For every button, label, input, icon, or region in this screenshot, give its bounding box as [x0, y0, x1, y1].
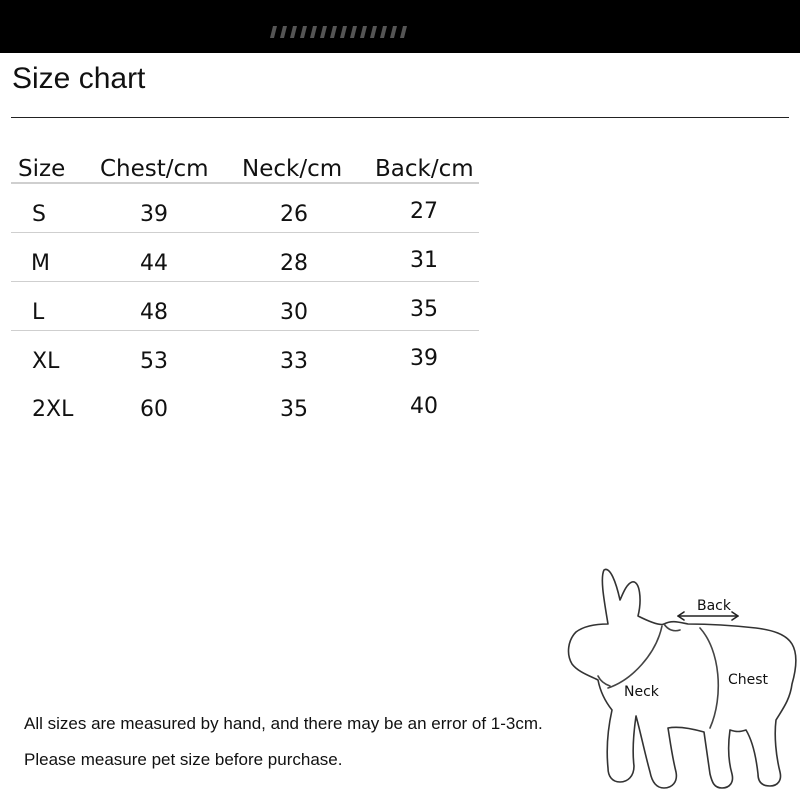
- table-row: [11, 233, 479, 282]
- table-row: [11, 331, 479, 379]
- header-neck: Neck/cm: [242, 156, 343, 182]
- table-row: [11, 184, 479, 233]
- cell-back: 27: [410, 199, 438, 224]
- chest-label: Chest: [728, 672, 769, 688]
- header-size: Size: [18, 156, 66, 182]
- back-label: Back: [697, 598, 731, 614]
- neck-label: Neck: [624, 684, 659, 700]
- cell-neck: 28: [280, 251, 308, 276]
- cell-chest: 53: [140, 349, 168, 374]
- cell-neck: 26: [280, 202, 308, 227]
- cell-size: S: [32, 202, 46, 227]
- cell-neck: 30: [280, 300, 308, 325]
- table-row: [11, 379, 479, 427]
- measurement-note: All sizes are measured by hand, and there may be an error of 1-3cm.: [24, 714, 543, 733]
- stripe-decoration-icon: [268, 26, 408, 38]
- purchase-note: Please measure pet size before purchase.: [24, 750, 343, 769]
- cell-size: M: [31, 251, 50, 276]
- cell-neck: 35: [280, 397, 308, 422]
- page-title: Size chart: [12, 62, 146, 95]
- cell-back: 39: [410, 346, 438, 371]
- cell-neck: 33: [280, 349, 308, 374]
- top-banner: [0, 0, 800, 53]
- cell-size: 2XL: [32, 397, 74, 422]
- cell-back: 35: [410, 297, 438, 322]
- table-row: [11, 282, 479, 331]
- chest-measure-line: [700, 628, 718, 728]
- header-chest: Chest/cm: [100, 156, 209, 182]
- cell-back: 31: [410, 248, 438, 273]
- header-back: Back/cm: [375, 156, 474, 182]
- size-table: [11, 150, 479, 427]
- table-header: [11, 150, 479, 184]
- cell-chest: 44: [140, 251, 168, 276]
- neck-measure-line: [608, 626, 662, 688]
- cell-size: L: [32, 300, 45, 325]
- cell-size: XL: [32, 349, 60, 374]
- cell-back: 40: [410, 394, 438, 419]
- dog-measurement-diagram: [560, 560, 800, 800]
- cell-chest: 39: [140, 202, 168, 227]
- title-divider: [11, 117, 789, 118]
- cell-chest: 48: [140, 300, 168, 325]
- cell-chest: 60: [140, 397, 168, 422]
